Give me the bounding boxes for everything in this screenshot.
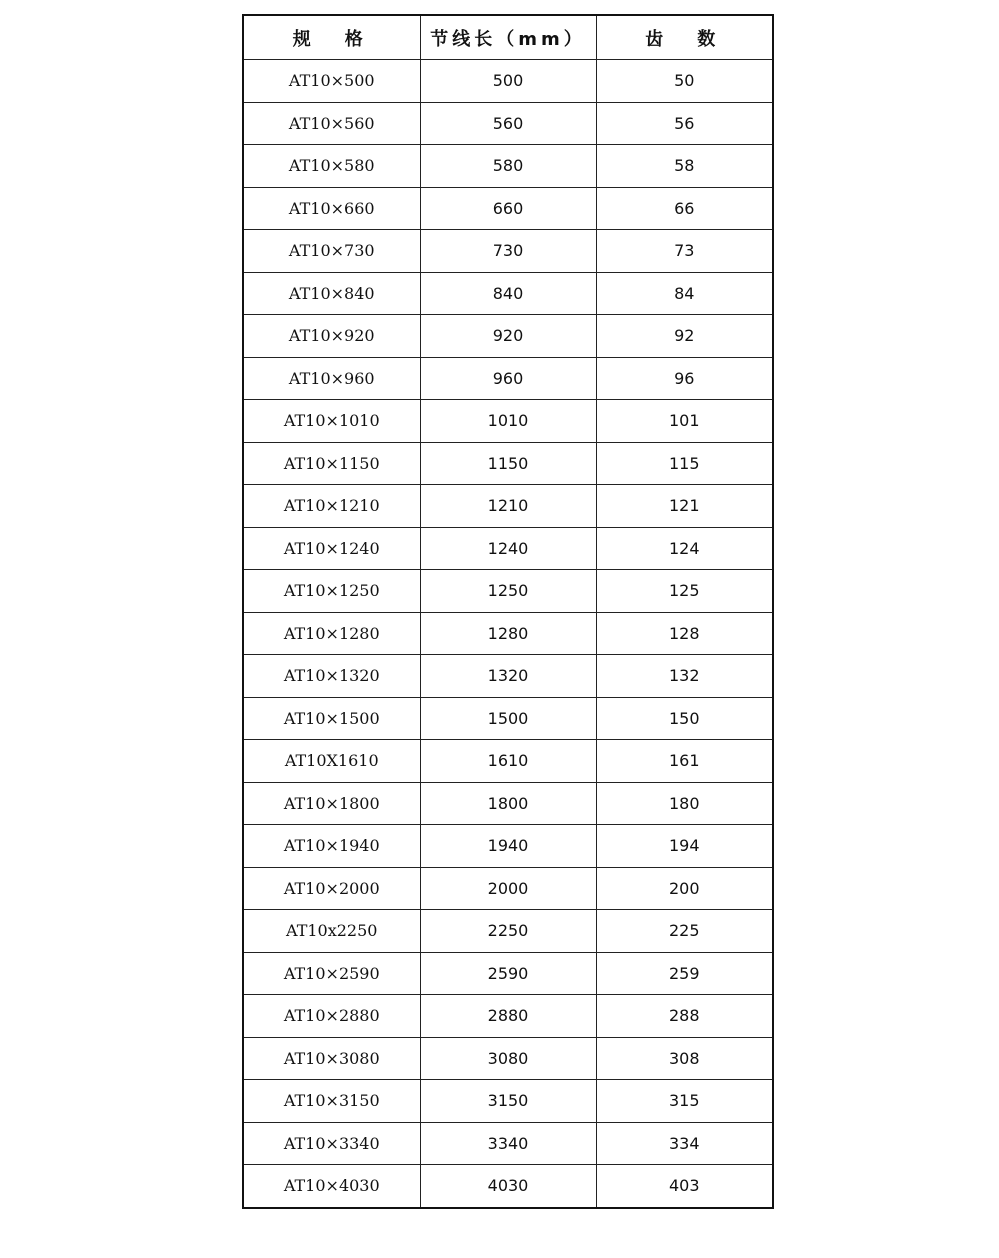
table-row [243, 570, 773, 613]
table-row [243, 612, 773, 655]
cell-spec: AT10×1800 [243, 782, 420, 825]
cell-spec: AT10×2000 [243, 867, 420, 910]
header-spec: 规 格 [243, 15, 420, 60]
cell-spec: AT10×560 [243, 102, 420, 145]
cell-tooth-count: 73 [596, 230, 773, 273]
cell-tooth-count: 403 [596, 1165, 773, 1208]
table-row [243, 740, 773, 783]
cell-spec: AT10×2880 [243, 995, 420, 1038]
table-row [243, 485, 773, 528]
cell-spec: AT10×920 [243, 315, 420, 358]
cell-tooth-count: 225 [596, 910, 773, 953]
cell-pitch-length: 1940 [420, 825, 596, 868]
cell-pitch-length: 1010 [420, 400, 596, 443]
cell-pitch-length: 1150 [420, 442, 596, 485]
cell-tooth-count: 334 [596, 1122, 773, 1165]
cell-pitch-length: 840 [420, 272, 596, 315]
cell-spec: AT10×1320 [243, 655, 420, 698]
cell-spec: AT10×3080 [243, 1037, 420, 1080]
table-body [243, 60, 773, 1208]
spec-sheet [242, 14, 772, 1209]
cell-tooth-count: 101 [596, 400, 773, 443]
cell-pitch-length: 1240 [420, 527, 596, 570]
cell-tooth-count: 124 [596, 527, 773, 570]
cell-spec: AT10×1940 [243, 825, 420, 868]
cell-spec: AT10×1280 [243, 612, 420, 655]
cell-spec: AT10×500 [243, 60, 420, 103]
cell-pitch-length: 1320 [420, 655, 596, 698]
cell-tooth-count: 56 [596, 102, 773, 145]
cell-pitch-length: 1500 [420, 697, 596, 740]
cell-pitch-length: 560 [420, 102, 596, 145]
cell-spec: AT10×2590 [243, 952, 420, 995]
cell-spec: AT10×960 [243, 357, 420, 400]
cell-tooth-count: 308 [596, 1037, 773, 1080]
cell-pitch-length: 500 [420, 60, 596, 103]
table-row [243, 867, 773, 910]
cell-tooth-count: 121 [596, 485, 773, 528]
table-row [243, 527, 773, 570]
cell-spec: AT10×1240 [243, 527, 420, 570]
cell-tooth-count: 200 [596, 867, 773, 910]
cell-spec: AT10×1500 [243, 697, 420, 740]
table-row [243, 910, 773, 953]
cell-pitch-length: 2590 [420, 952, 596, 995]
cell-tooth-count: 84 [596, 272, 773, 315]
cell-spec: AT10×1150 [243, 442, 420, 485]
cell-tooth-count: 115 [596, 442, 773, 485]
cell-pitch-length: 730 [420, 230, 596, 273]
cell-pitch-length: 920 [420, 315, 596, 358]
table-row [243, 655, 773, 698]
table-row [243, 697, 773, 740]
cell-pitch-length: 1210 [420, 485, 596, 528]
cell-pitch-length: 960 [420, 357, 596, 400]
cell-tooth-count: 58 [596, 145, 773, 188]
cell-pitch-length: 1280 [420, 612, 596, 655]
cell-tooth-count: 288 [596, 995, 773, 1038]
table-row [243, 1122, 773, 1165]
cell-spec: AT10×660 [243, 187, 420, 230]
table-row [243, 230, 773, 273]
table-row [243, 1165, 773, 1208]
cell-pitch-length: 580 [420, 145, 596, 188]
cell-tooth-count: 128 [596, 612, 773, 655]
cell-spec: AT10×3340 [243, 1122, 420, 1165]
table-row [243, 1080, 773, 1123]
cell-pitch-length: 3080 [420, 1037, 596, 1080]
cell-spec: AT10×3150 [243, 1080, 420, 1123]
cell-pitch-length: 1610 [420, 740, 596, 783]
cell-spec: AT10×840 [243, 272, 420, 315]
table-row [243, 187, 773, 230]
table-row [243, 315, 773, 358]
table-row [243, 825, 773, 868]
table-row [243, 145, 773, 188]
cell-tooth-count: 150 [596, 697, 773, 740]
table-row [243, 952, 773, 995]
cell-tooth-count: 132 [596, 655, 773, 698]
table-row [243, 357, 773, 400]
cell-pitch-length: 2880 [420, 995, 596, 1038]
table-row [243, 60, 773, 103]
cell-spec: AT10×4030 [243, 1165, 420, 1208]
table-row [243, 995, 773, 1038]
cell-pitch-length: 660 [420, 187, 596, 230]
cell-pitch-length: 2250 [420, 910, 596, 953]
cell-pitch-length: 1250 [420, 570, 596, 613]
cell-pitch-length: 3150 [420, 1080, 596, 1123]
cell-tooth-count: 315 [596, 1080, 773, 1123]
table-row [243, 782, 773, 825]
header-tooth-count: 齿 数 [596, 15, 773, 60]
cell-spec: AT10×580 [243, 145, 420, 188]
table-row [243, 272, 773, 315]
table-row [243, 102, 773, 145]
cell-spec: AT10x2250 [243, 910, 420, 953]
cell-spec: AT10×730 [243, 230, 420, 273]
cell-tooth-count: 125 [596, 570, 773, 613]
cell-spec: AT10×1210 [243, 485, 420, 528]
cell-tooth-count: 50 [596, 60, 773, 103]
cell-spec: AT10×1250 [243, 570, 420, 613]
cell-pitch-length: 1800 [420, 782, 596, 825]
cell-tooth-count: 180 [596, 782, 773, 825]
cell-pitch-length: 2000 [420, 867, 596, 910]
belt-spec-table [242, 14, 774, 1209]
header-row [243, 15, 773, 60]
cell-pitch-length: 4030 [420, 1165, 596, 1208]
cell-spec: AT10×1010 [243, 400, 420, 443]
cell-tooth-count: 96 [596, 357, 773, 400]
cell-tooth-count: 66 [596, 187, 773, 230]
table-row [243, 442, 773, 485]
cell-tooth-count: 194 [596, 825, 773, 868]
cell-spec: AT10X1610 [243, 740, 420, 783]
header-pitch-length: 节线长（mm） [420, 15, 596, 60]
cell-tooth-count: 92 [596, 315, 773, 358]
cell-tooth-count: 161 [596, 740, 773, 783]
cell-tooth-count: 259 [596, 952, 773, 995]
cell-pitch-length: 3340 [420, 1122, 596, 1165]
table-row [243, 400, 773, 443]
table-row [243, 1037, 773, 1080]
